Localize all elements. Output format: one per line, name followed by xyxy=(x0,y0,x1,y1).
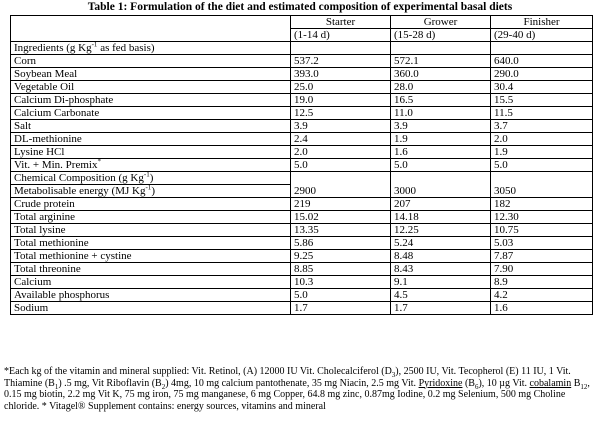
value-cell: 1.9 xyxy=(391,133,491,146)
row-label: Total methionine xyxy=(11,237,291,250)
value-cell: 219 xyxy=(291,198,391,211)
row-label: Lysine HCl xyxy=(11,146,291,159)
value-cell: 7.90 xyxy=(491,263,593,276)
value-cell: 1.7 xyxy=(291,302,391,315)
value-cell: 28.0 xyxy=(391,81,491,94)
empty-cell xyxy=(391,172,491,185)
value-cell: 393.0 xyxy=(291,68,391,81)
row-label: Vegetable Oil xyxy=(11,81,291,94)
value-cell: 537.2 xyxy=(291,55,391,68)
table-row xyxy=(11,302,593,315)
value-cell: 3.9 xyxy=(391,120,491,133)
value-cell: 7.87 xyxy=(491,250,593,263)
col-period-finisher: (29-40 d) xyxy=(491,29,593,42)
value-cell: 9.25 xyxy=(291,250,391,263)
chemical-section-header xyxy=(11,172,593,185)
table-row xyxy=(11,107,593,120)
col-header-starter: Starter xyxy=(291,16,391,29)
value-cell: 10.75 xyxy=(491,224,593,237)
row-label: Total methionine + cystine xyxy=(11,250,291,263)
value-cell: 5.86 xyxy=(291,237,391,250)
table-row xyxy=(11,250,593,263)
empty-cell xyxy=(291,172,391,185)
row-label: Corn xyxy=(11,55,291,68)
row-label: Metabolisable energy (MJ $Kg^{-1}$) xyxy=(11,185,291,198)
value-cell: 12.25 xyxy=(391,224,491,237)
col-header-finisher: Finisher xyxy=(491,16,593,29)
value-cell: 4.5 xyxy=(391,289,491,302)
value-cell: 2900 xyxy=(291,185,391,198)
value-cell: 572.1 xyxy=(391,55,491,68)
value-cell: 2.0 xyxy=(291,146,391,159)
value-cell: 11.0 xyxy=(391,107,491,120)
value-cell: 3.9 xyxy=(291,120,391,133)
ingredients-header: Ingredients (g $Kg^{-1}$ as fed basis) xyxy=(11,42,291,55)
value-cell: 5.0 xyxy=(291,289,391,302)
value-cell: 15.02 xyxy=(291,211,391,224)
value-cell: 5.24 xyxy=(391,237,491,250)
value-cell: 1.9 xyxy=(491,146,593,159)
row-label: Crude protein xyxy=(11,198,291,211)
value-cell: 14.18 xyxy=(391,211,491,224)
value-cell: 290.0 xyxy=(491,68,593,81)
value-cell: 8.43 xyxy=(391,263,491,276)
value-cell: 3.7 xyxy=(491,120,593,133)
header-empty-cell xyxy=(11,16,291,42)
value-cell: 15.5 xyxy=(491,94,593,107)
row-label: Vit. + Min. Premix* xyxy=(11,159,291,172)
table-row xyxy=(11,120,593,133)
row-label: Total lysine xyxy=(11,224,291,237)
value-cell: 8.85 xyxy=(291,263,391,276)
row-label: Total arginine xyxy=(11,211,291,224)
table-row xyxy=(11,146,593,159)
row-label: Total threonine xyxy=(11,263,291,276)
value-cell: 2.0 xyxy=(491,133,593,146)
value-cell: 207 xyxy=(391,198,491,211)
row-label: Salt xyxy=(11,120,291,133)
value-cell: 1.6 xyxy=(391,146,491,159)
value-cell: 12.5 xyxy=(291,107,391,120)
table-row xyxy=(11,276,593,289)
value-cell: 10.3 xyxy=(291,276,391,289)
value-cell: 19.0 xyxy=(291,94,391,107)
value-cell: 5.03 xyxy=(491,237,593,250)
value-cell: 25.0 xyxy=(291,81,391,94)
ingredients-section-header xyxy=(11,42,593,55)
table-title: Table 1: Formulation of the diet and estimated composition of experimental basal diets xyxy=(87,1,513,13)
value-cell: 5.0 xyxy=(491,159,593,172)
table-row xyxy=(11,263,593,276)
table-row xyxy=(11,159,593,172)
table-row xyxy=(11,211,593,224)
value-cell: 9.1 xyxy=(391,276,491,289)
row-label: Soybean Meal xyxy=(11,68,291,81)
row-label: Available phosphorus xyxy=(11,289,291,302)
diet-composition-table xyxy=(10,15,593,315)
col-period-starter: (1-14 d) xyxy=(291,29,391,42)
value-cell: 182 xyxy=(491,198,593,211)
row-label: Calcium Di-phosphate xyxy=(11,94,291,107)
table-row xyxy=(11,198,593,211)
table-row xyxy=(11,55,593,68)
row-label: Sodium xyxy=(11,302,291,315)
value-cell: 5.0 xyxy=(391,159,491,172)
row-label: DL-methionine xyxy=(11,133,291,146)
value-cell: 8.48 xyxy=(391,250,491,263)
value-cell: 30.4 xyxy=(491,81,593,94)
table-row xyxy=(11,185,593,198)
table-row xyxy=(11,68,593,81)
value-cell: 4.2 xyxy=(491,289,593,302)
value-cell: 640.0 xyxy=(491,55,593,68)
value-cell: 11.5 xyxy=(491,107,593,120)
chemical-header: Chemical Composition (g $Kg^{-1}$) xyxy=(11,172,291,185)
value-cell: 16.5 xyxy=(391,94,491,107)
value-cell: 360.0 xyxy=(391,68,491,81)
row-label: Calcium Carbonate xyxy=(11,107,291,120)
table-row xyxy=(11,224,593,237)
value-cell: 13.35 xyxy=(291,224,391,237)
table-row xyxy=(11,94,593,107)
table-row xyxy=(11,81,593,94)
value-cell: 8.9 xyxy=(491,276,593,289)
table-footnote: *Each kg of the vitamin and mineral supplied: Vit. Retinol, (A) 12000 IU Vit. Cholecalciferol $(D_3)$, 2500 IU, Vit. Tecopherol (E) 11 IU, 1 Vit. Thiamine $(B_1)$ .5 mg, Vit Riboflavin $(B_2)$ 4mg, 10 mg calcium pantothenate, 35 mg Niacin, 2.5 mg Vit. Pyridoxine $(B_6)$, 10 µg Vit. cobalamin $B_{12}$, 0.15 mg biotin, 2.2 mg Vit K, 75 mg iron, 75 mg manganese, 6 mg Copper, 64.8 mg zinc, 0.87mg Iodine, 0.2 mg Selenium, 500 mg Choline chloride. * Vitagel® Supplement contains: energy sources, vitamins and mineral xyxy=(4,366,590,412)
table-row xyxy=(11,289,593,302)
row-label: Calcium xyxy=(11,276,291,289)
value-cell: 3000 xyxy=(391,185,491,198)
empty-cell xyxy=(491,172,593,185)
table-row xyxy=(11,237,593,250)
header-row-names xyxy=(11,16,593,29)
value-cell: 2.4 xyxy=(291,133,391,146)
value-cell: 12.30 xyxy=(491,211,593,224)
value-cell: 1.7 xyxy=(391,302,491,315)
value-cell: 3050 xyxy=(491,185,593,198)
table-row xyxy=(11,133,593,146)
col-header-grower: Grower xyxy=(391,16,491,29)
value-cell: 5.0 xyxy=(291,159,391,172)
col-period-grower: (15-28 d) xyxy=(391,29,491,42)
value-cell: 1.6 xyxy=(491,302,593,315)
